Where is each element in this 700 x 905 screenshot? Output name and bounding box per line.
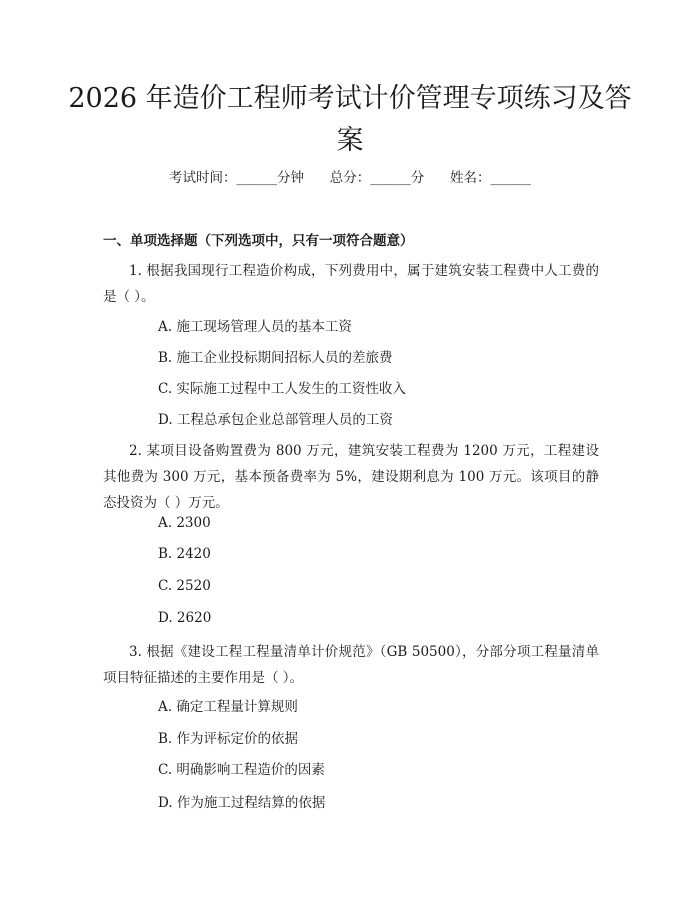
question-1-option-c: C. 实际施工过程中工人发生的工资性收入 — [158, 381, 406, 397]
question-1-option-a: A. 施工现场管理人员的基本工资 — [158, 319, 352, 335]
question-2-option-b: B. 2420 — [158, 546, 211, 562]
question-2-stem: 2. 某项目设备购置费为 800 万元，建筑安装工程费为 1200 万元，工程建设其他费为 300 万元，基本预备费率为 5%，建设期利息为 100 万元。该项目的静态投资为（ ）万元。 — [103, 443, 599, 511]
exam-info-line: 考试时间：______分钟 总分：______分 姓名：______ — [169, 170, 531, 186]
question-3-option-a: A. 确定工程量计算规则 — [158, 699, 298, 715]
question-1-option-b: B. 施工企业投标期间招标人员的差旅费 — [158, 350, 393, 366]
question-3-option-b: B. 作为评标定价的依据 — [158, 731, 299, 747]
page-title: 2026 年造价工程师考试计价管理专项练习及答案 — [68, 83, 632, 156]
section-heading: 一、单项选择题（下列选项中，只有一项符合题意） — [103, 233, 414, 249]
question-2-option-c: C. 2520 — [158, 578, 211, 594]
question-3-option-c: C. 明确影响工程造价的因素 — [158, 762, 325, 778]
question-2-option-a: A. 2300 — [158, 515, 211, 531]
question-1-option-d: D. 工程总承包企业总部管理人员的工资 — [158, 412, 393, 428]
question-1-stem: 1. 根据我国现行工程造价构成，下列费用中，属于建筑安装工程费中人工费的是（ ）。 — [103, 263, 599, 305]
question-2-option-d: D. 2620 — [158, 610, 212, 626]
question-3-option-d: D. 作为施工过程结算的依据 — [158, 795, 326, 811]
question-3-stem: 3. 根据《建设工程工程量清单计价规范》（GB 50500），分部分项工程量清单项目特征描述的主要作用是（ ）。 — [103, 644, 599, 686]
